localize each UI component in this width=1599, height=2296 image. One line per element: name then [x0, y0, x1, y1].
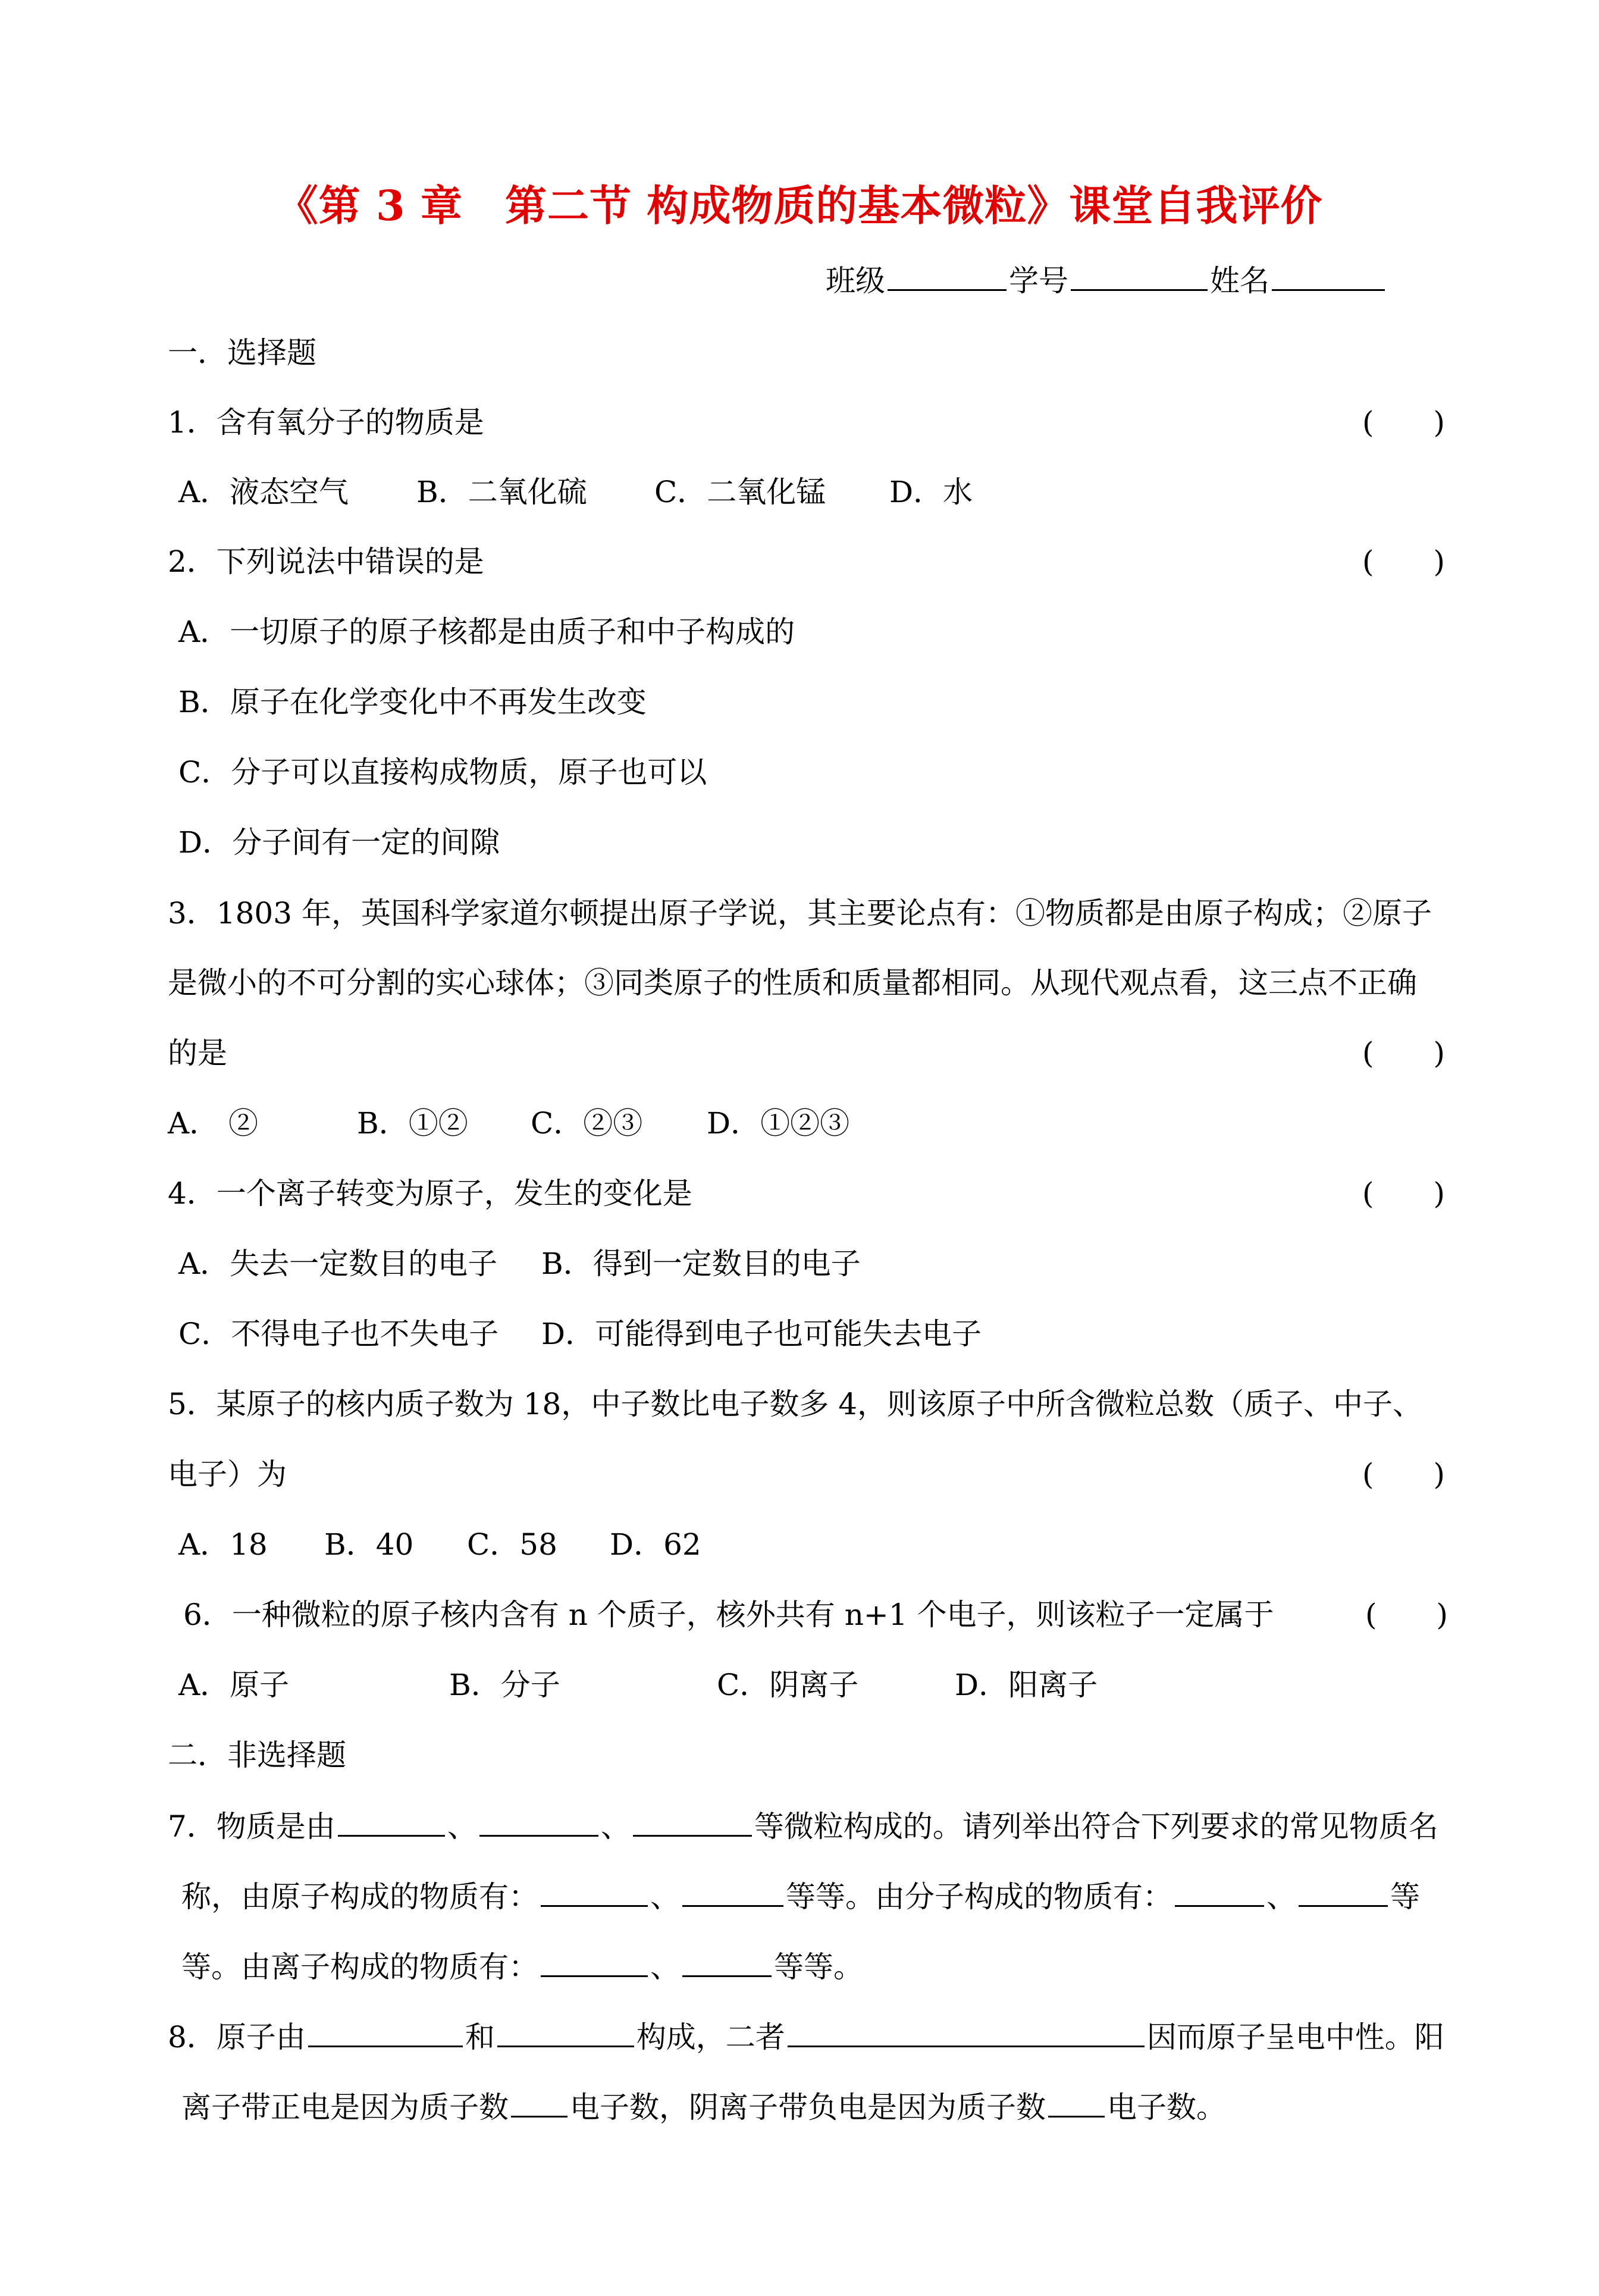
option-a[interactable]: A． ② [168, 1106, 259, 1141]
option-a[interactable]: A．一切原子的原子核都是由质子和中子构成的 [178, 615, 795, 649]
fill-blank[interactable] [511, 2088, 568, 2118]
question-7-text: 称，由原子构成的物质有： [181, 1880, 538, 1914]
option-b[interactable]: B．分子 [449, 1668, 560, 1702]
fill-blank[interactable] [308, 2018, 463, 2047]
option-d[interactable]: D．分子间有一定的间隙 [178, 825, 500, 860]
option-d[interactable]: D．水 [889, 475, 973, 509]
question-7-text: 等。由离子构成的物质有： [181, 1950, 538, 1984]
question-7-line-3 [181, 1948, 863, 1985]
question-6-options [178, 1667, 1098, 1703]
question-7-text: 等 [1390, 1880, 1420, 1914]
class-blank[interactable] [888, 262, 1007, 291]
separator: 、 [447, 1809, 477, 1844]
fill-blank[interactable] [633, 1808, 752, 1837]
name-label: 姓名 [1210, 264, 1269, 298]
question-5-line-1: 5．某原子的核内质子数为 18，中子数比电子数多 4，则该原子中所含微粒总数（质子、中子、 [168, 1387, 1423, 1421]
question-3-options [168, 1105, 849, 1141]
separator: 、 [600, 1809, 631, 1844]
question-7-text: 等等。由分子构成的物质有： [786, 1880, 1172, 1914]
question-7-line-2 [181, 1878, 1420, 1915]
question-4-options-row-1 [178, 1246, 861, 1282]
class-label: 班级 [826, 264, 885, 298]
option-b[interactable]: B．①② [357, 1106, 468, 1141]
question-7-line-1 [168, 1808, 1438, 1844]
question-7-text: 等等。 [774, 1950, 863, 1984]
question-3-line-1: 3．1803 年，英国科学家道尔顿提出原子学说，其主要论点有：①物质都是由原子构成；②原子 [168, 896, 1432, 931]
section-heading-non-choice: 二．非选择题 [168, 1738, 346, 1772]
question-3-line-3: 的是 [168, 1036, 227, 1070]
fill-blank[interactable] [1175, 1878, 1264, 1907]
question-8-text: 离子带正电是因为质子数 [181, 2090, 509, 2125]
fill-blank[interactable] [541, 1878, 648, 1907]
option-c[interactable]: C．阴离子 [717, 1668, 859, 1702]
option-b[interactable]: B．原子在化学变化中不再发生改变 [178, 685, 647, 719]
fill-blank[interactable] [497, 2018, 634, 2047]
option-a[interactable]: A．原子 [178, 1668, 290, 1702]
option-c[interactable]: C．58 [467, 1527, 557, 1562]
fill-blank[interactable] [1048, 2088, 1105, 2118]
option-b[interactable]: B．得到一定数目的电子 [541, 1246, 861, 1281]
question-1-options [178, 474, 973, 510]
fill-blank[interactable] [682, 1878, 783, 1907]
option-d[interactable]: D．①②③ [707, 1106, 850, 1141]
answer-paren-q4[interactable]: ( ) [1362, 1176, 1446, 1211]
question-4-stem: 4．一个离子转变为原子，发生的变化是 [168, 1176, 692, 1211]
question-7-text: 等微粒构成的。请列举出符合下列要求的常见物质名 [754, 1809, 1438, 1844]
option-c[interactable]: C．二氧化锰 [654, 475, 826, 509]
question-8-line-1 [168, 2018, 1444, 2055]
question-2-stem: 2．下列说法中错误的是 [168, 544, 484, 579]
question-8-line-2 [181, 2088, 1226, 2125]
question-8-text: 和 [465, 2020, 495, 2054]
option-c[interactable]: C．不得电子也不失电子 [178, 1317, 499, 1351]
fill-blank[interactable] [1299, 1878, 1388, 1907]
fill-blank[interactable] [338, 1808, 445, 1837]
option-c[interactable]: C．②③ [531, 1106, 643, 1141]
fill-blank[interactable] [541, 1948, 648, 1977]
question-6-stem: 6．一种微粒的原子核内含有 n 个质子，核外共有 n+1 个电子，则该粒子一定属于 [183, 1598, 1274, 1632]
option-d[interactable]: D．阳离子 [955, 1668, 1098, 1702]
question-5-line-2: 电子）为 [168, 1457, 287, 1492]
option-b[interactable]: B．40 [324, 1527, 414, 1562]
student-info-line [826, 262, 1387, 299]
question-8-text: 8．原子由 [168, 2020, 306, 2054]
question-8-text: 构成，二者 [636, 2020, 785, 2054]
question-8-text: 因而原子呈电中性。阳 [1146, 2020, 1444, 2054]
name-blank[interactable] [1272, 262, 1385, 291]
option-d[interactable]: D．可能得到电子也可能失去电子 [541, 1317, 982, 1351]
question-1-stem: 1．含有氧分子的物质是 [168, 405, 484, 440]
answer-paren-q5[interactable]: ( ) [1362, 1457, 1446, 1492]
option-a[interactable]: A．失去一定数目的电子 [178, 1246, 498, 1281]
separator: 、 [650, 1880, 680, 1914]
answer-paren-q1[interactable]: ( ) [1362, 405, 1446, 440]
separator: 、 [1266, 1880, 1296, 1914]
separator: 、 [650, 1950, 680, 1984]
question-8-text: 电子数。 [1107, 2090, 1226, 2125]
answer-paren-q3[interactable]: ( ) [1362, 1036, 1446, 1070]
option-d[interactable]: D．62 [610, 1527, 701, 1562]
question-7-text: 7．物质是由 [168, 1809, 336, 1844]
student-id-blank[interactable] [1071, 262, 1208, 291]
student-id-label: 学号 [1009, 264, 1068, 298]
fill-blank[interactable] [479, 1808, 598, 1837]
option-a[interactable]: A．18 [178, 1527, 268, 1562]
answer-paren-q2[interactable]: ( ) [1362, 544, 1446, 579]
fill-blank[interactable] [788, 2018, 1145, 2047]
question-4-options-row-2 [178, 1316, 982, 1352]
option-c[interactable]: C．分子可以直接构成物质，原子也可以 [178, 755, 707, 790]
question-3-line-2: 是微小的不可分割的实心球体；③同类原子的性质和质量都相同。从现代观点看，这三点不正确 [168, 966, 1417, 1000]
question-5-options [178, 1527, 701, 1562]
option-a[interactable]: A．液态空气 [178, 475, 349, 509]
page-title: 《第 3 章 第二节 构成物质的基本微粒》课堂自我评价 [276, 181, 1323, 230]
answer-paren-q6[interactable]: ( ) [1365, 1598, 1448, 1632]
option-b[interactable]: B．二氧化硫 [416, 475, 587, 509]
question-8-text: 电子数，阴离子带负电是因为质子数 [570, 2090, 1046, 2125]
fill-blank[interactable] [682, 1948, 772, 1977]
section-heading-choice: 一．选择题 [168, 336, 316, 370]
